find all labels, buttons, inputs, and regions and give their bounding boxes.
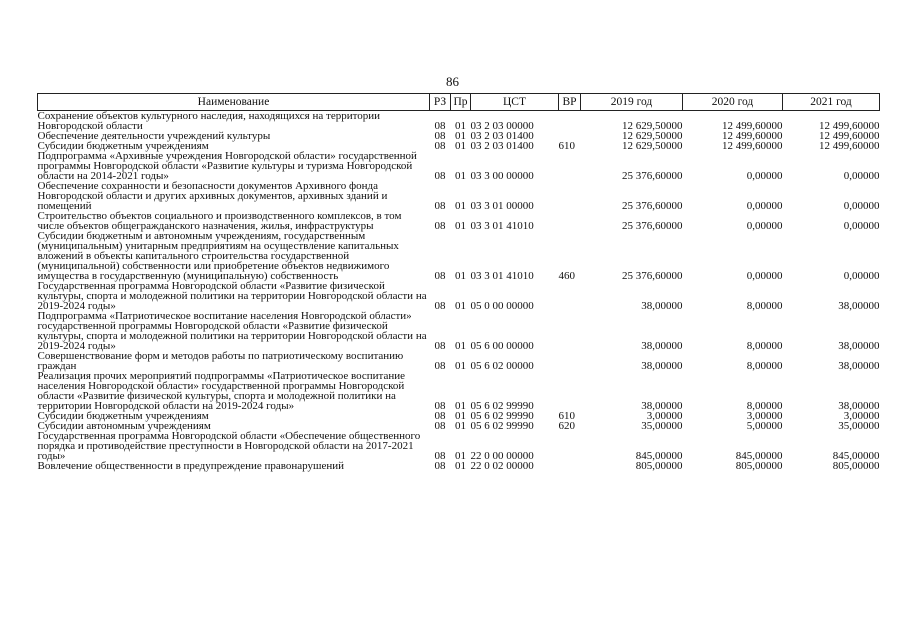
row-rz: 08 bbox=[434, 340, 446, 352]
row-name: Государственная программа Новгородской области «Развитие физической культуры, спорта и молодежной политики на территории Новгородской области на 2019-2024 годы» bbox=[37, 280, 427, 312]
row-2020: 0,00000 bbox=[746, 220, 783, 232]
row-name: Субсидии бюджетным учреждениям bbox=[37, 410, 209, 422]
row-vr: 610 bbox=[558, 140, 575, 152]
row-pr: 01 bbox=[455, 220, 466, 232]
row-2019: 12 629,50000 bbox=[622, 120, 683, 132]
row-pr: 01 bbox=[455, 270, 466, 282]
row-2021: 0,00000 bbox=[843, 170, 880, 182]
row-cst: 05 6 02 99990 bbox=[470, 420, 534, 432]
column-header-vr: ВР bbox=[559, 94, 581, 111]
row-name: Вовлечение общественности в предупреждение правонарушений bbox=[37, 460, 345, 472]
row-rz: 08 bbox=[434, 120, 446, 132]
row-pr: 01 bbox=[455, 140, 466, 152]
row-pr: 01 bbox=[455, 300, 466, 312]
row-2021: 845,00000 bbox=[832, 450, 880, 462]
row-2020: 0,00000 bbox=[746, 170, 783, 182]
table-row bbox=[38, 111, 880, 132]
row-name: Реализация прочих мероприятий подпрограммы «Патриотическое воспитание населения Новгородской области» государственной программы Новгородской области «Развитие физической культуры, спорта и молодежной политики на территории Новгородской области на 2019-2024 годы» bbox=[37, 370, 406, 412]
row-2019: 25 376,60000 bbox=[622, 270, 683, 282]
row-2021: 3,00000 bbox=[843, 410, 880, 422]
row-rz: 08 bbox=[434, 220, 446, 232]
column-header-2019: 2019 год bbox=[581, 94, 683, 111]
page-number: 86 bbox=[446, 74, 459, 89]
table-row bbox=[38, 231, 880, 281]
row-2020: 12 499,60000 bbox=[722, 120, 783, 132]
row-2020: 8,00000 bbox=[746, 360, 783, 372]
row-rz: 08 bbox=[434, 200, 446, 212]
row-pr: 01 bbox=[455, 450, 466, 462]
row-pr: 01 bbox=[455, 360, 466, 372]
row-vr bbox=[559, 151, 581, 181]
row-cst: 03 2 03 00000 bbox=[470, 120, 534, 132]
row-name: Государственная программа Новгородской области «Обеспечение общественного порядка и противодействие преступности в Новгородской области на 2017-2021 годы» bbox=[37, 430, 421, 462]
row-rz: 08 bbox=[434, 140, 446, 152]
row-name: Субсидии бюджетным учреждениям bbox=[37, 140, 209, 152]
row-pr: 01 bbox=[455, 420, 466, 432]
row-2020: 8,00000 bbox=[746, 300, 783, 312]
row-2020: 8,00000 bbox=[746, 400, 783, 412]
table-row bbox=[38, 371, 880, 411]
table-row bbox=[38, 211, 880, 231]
row-name: Обеспечение деятельности учреждений культуры bbox=[37, 130, 271, 142]
row-cst: 03 3 01 41010 bbox=[470, 270, 534, 282]
row-2020: 805,00000 bbox=[735, 460, 783, 472]
row-2021: 12 499,60000 bbox=[819, 140, 880, 152]
row-2021: 35,00000 bbox=[838, 420, 880, 432]
table-body bbox=[38, 111, 880, 472]
row-2021: 38,00000 bbox=[838, 400, 880, 412]
row-2019: 38,00000 bbox=[641, 340, 683, 352]
row-pr: 01 bbox=[455, 200, 466, 212]
row-name: Подпрограмма «Архивные учреждения Новгородской области» государственной программы Новгородской области «Развитие культуры и туризма Новгородской области на 2014-2021 годы» bbox=[37, 150, 417, 182]
row-name: Совершенствование форм и методов работы по патриотическому воспитанию граждан bbox=[37, 350, 404, 372]
row-rz: 08 bbox=[434, 170, 446, 182]
column-header-pr: Пр bbox=[451, 94, 471, 111]
row-vr bbox=[559, 311, 581, 351]
row-name: Субсидии автономным учреждениям bbox=[37, 420, 211, 432]
row-2019: 12 629,50000 bbox=[622, 140, 683, 152]
row-cst: 03 3 00 00000 bbox=[470, 170, 534, 182]
row-2019: 38,00000 bbox=[641, 300, 683, 312]
row-rz: 08 bbox=[434, 300, 446, 312]
row-cst: 22 0 00 00000 bbox=[470, 450, 534, 462]
row-cst: 22 0 02 00000 bbox=[470, 460, 534, 472]
table-row bbox=[38, 311, 880, 351]
row-rz: 08 bbox=[434, 130, 446, 142]
row-pr: 01 bbox=[455, 120, 466, 132]
table-row bbox=[38, 281, 880, 311]
row-2021: 0,00000 bbox=[843, 200, 880, 212]
row-2021: 805,00000 bbox=[832, 460, 880, 472]
row-vr bbox=[559, 461, 581, 471]
row-2019: 25 376,60000 bbox=[622, 220, 683, 232]
row-cst: 03 2 03 01400 bbox=[470, 130, 534, 142]
row-rz: 08 bbox=[434, 410, 446, 422]
row-vr bbox=[559, 181, 581, 211]
row-cst: 05 6 02 99990 bbox=[470, 400, 534, 412]
row-cst: 03 2 03 01400 bbox=[470, 140, 534, 152]
row-vr: 460 bbox=[558, 270, 575, 282]
row-vr bbox=[559, 351, 581, 371]
row-vr bbox=[559, 431, 581, 461]
row-2020: 5,00000 bbox=[746, 420, 783, 432]
table-row bbox=[38, 461, 880, 471]
row-2019: 35,00000 bbox=[641, 420, 683, 432]
row-2020: 845,00000 bbox=[735, 450, 783, 462]
table-row bbox=[38, 181, 880, 211]
column-header-cst: ЦСТ bbox=[471, 94, 559, 111]
row-2021: 12 499,60000 bbox=[819, 130, 880, 142]
row-cst: 05 6 02 99990 bbox=[470, 410, 534, 422]
row-cst: 05 0 00 00000 bbox=[470, 300, 534, 312]
row-pr: 01 bbox=[455, 410, 466, 422]
row-2020: 3,00000 bbox=[746, 410, 783, 422]
row-2020: 0,00000 bbox=[746, 270, 783, 282]
budget-table bbox=[37, 93, 880, 471]
column-header-name: Наименование bbox=[38, 94, 430, 111]
row-rz: 08 bbox=[434, 270, 446, 282]
row-name: Обеспечение сохранности и безопасности документов Архивного фонда Новгородской области и других архивных документов, архивных зданий и помещений bbox=[37, 180, 388, 212]
row-rz: 08 bbox=[434, 450, 446, 462]
table-header-row bbox=[38, 94, 880, 111]
row-vr bbox=[559, 371, 581, 411]
table-row bbox=[38, 431, 880, 461]
row-2019: 25 376,60000 bbox=[622, 170, 683, 182]
row-2020: 8,00000 bbox=[746, 340, 783, 352]
row-cst: 05 6 02 00000 bbox=[470, 360, 534, 372]
row-2021: 0,00000 bbox=[843, 220, 880, 232]
row-2020: 0,00000 bbox=[746, 200, 783, 212]
row-rz: 08 bbox=[434, 400, 446, 412]
row-pr: 01 bbox=[455, 340, 466, 352]
row-vr bbox=[559, 211, 581, 231]
row-name: Сохранение объектов культурного наследия, находящихся на территории Новгородской области bbox=[37, 110, 381, 132]
row-name: Подпрограмма «Патриотическое воспитание населения Новгородской области» государственной программы Новгородской области «Развитие физической культуры, спорта и молодежной политики на территории Новгородской области на 2019-2024 годы» bbox=[37, 310, 427, 352]
row-2021: 38,00000 bbox=[838, 340, 880, 352]
row-2019: 845,00000 bbox=[635, 450, 683, 462]
row-2020: 12 499,60000 bbox=[722, 140, 783, 152]
column-header-2020: 2020 год bbox=[683, 94, 783, 111]
row-2021: 38,00000 bbox=[838, 360, 880, 372]
table-row bbox=[38, 351, 880, 371]
row-vr bbox=[559, 281, 581, 311]
row-pr: 01 bbox=[455, 460, 466, 472]
row-cst: 03 3 01 41010 bbox=[470, 220, 534, 232]
row-2019: 38,00000 bbox=[641, 400, 683, 412]
row-rz: 08 bbox=[434, 460, 446, 472]
row-cst: 03 3 01 00000 bbox=[470, 200, 534, 212]
row-vr: 610 bbox=[558, 410, 575, 422]
row-name: Субсидии бюджетным и автономным учреждениям, государственным (муниципальным) унитарным предприятиям на осуществление капитальных вложений в объекты капитального строительства государственной (муниципальной) собственности или приобретение объектов недвижимого имущества в государственную (муниципальную) собственность bbox=[37, 230, 399, 282]
row-2019: 38,00000 bbox=[641, 360, 683, 372]
row-2019: 25 376,60000 bbox=[622, 200, 683, 212]
row-2021: 38,00000 bbox=[838, 300, 880, 312]
row-name: Строительство объектов социального и производственного комплексов, в том числе объектов общегражданского назначения, жилья, инфраструктуры bbox=[37, 210, 402, 232]
row-2020: 12 499,60000 bbox=[722, 130, 783, 142]
row-rz: 08 bbox=[434, 420, 446, 432]
row-pr: 01 bbox=[455, 130, 466, 142]
row-2019: 12 629,50000 bbox=[622, 130, 683, 142]
row-2021: 0,00000 bbox=[843, 270, 880, 282]
table-row bbox=[38, 151, 880, 181]
row-cst: 05 6 00 00000 bbox=[470, 340, 534, 352]
column-header-2021: 2021 год bbox=[783, 94, 880, 111]
row-2019: 3,00000 bbox=[646, 410, 683, 422]
row-2019: 805,00000 bbox=[635, 460, 683, 472]
row-vr bbox=[559, 111, 581, 132]
row-pr: 01 bbox=[455, 400, 466, 412]
row-pr: 01 bbox=[455, 170, 466, 182]
row-2021: 12 499,60000 bbox=[819, 120, 880, 132]
column-header-rz: РЗ bbox=[430, 94, 451, 111]
row-rz: 08 bbox=[434, 360, 446, 372]
row-vr: 620 bbox=[558, 420, 575, 432]
